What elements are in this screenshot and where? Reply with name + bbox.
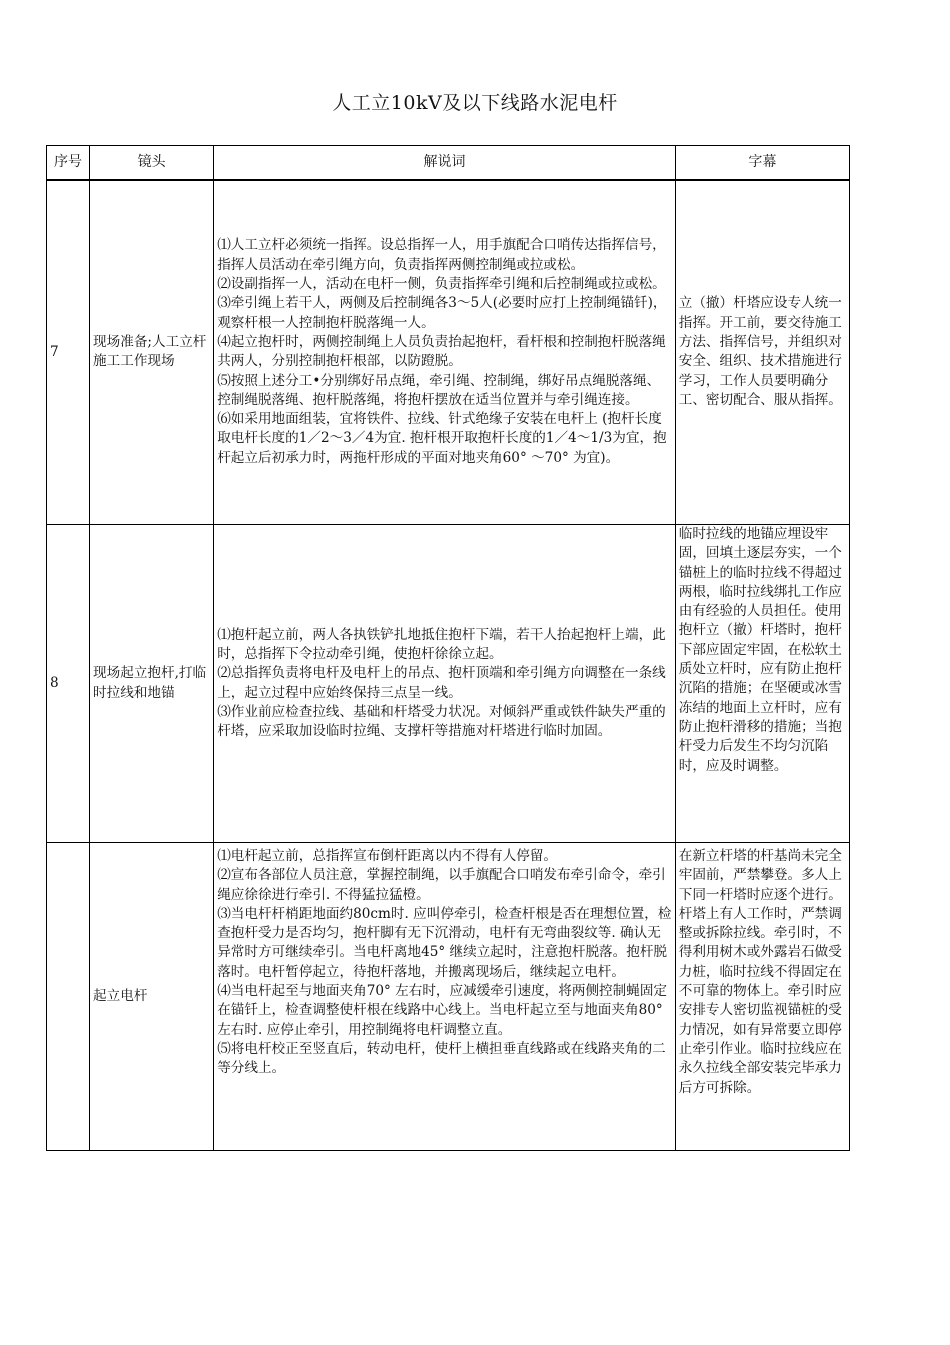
- narration-paragraph: ⑶牵引绳上若干人，两侧及后控制绳各3～5人(必要时应打上控制绳锚钎)，观察杆根一人控制抱杆脱落绳一人。: [217, 295, 667, 331]
- header-shot: 镜头: [90, 146, 214, 180]
- narration-paragraph: ⑶作业前应检查拉线、基础和杆塔受力状况。对倾斜严重或铁件缺失严重的杆塔，应采取加设临时拉绳、支撑杆等措施对杆塔进行临时加固。: [217, 703, 666, 740]
- procedure-table: [46, 145, 850, 1151]
- row-number: 8: [47, 525, 90, 843]
- table-row: [47, 843, 850, 1151]
- narration-paragraph: ⑸将电杆校正至竖直后，转动电杆，使杆上横担垂直线路或在线路夹角的二等分线上。: [217, 1040, 666, 1077]
- header-no: 序号: [47, 146, 90, 180]
- row-shot: 起立电杆: [90, 843, 214, 1151]
- narration-paragraph: ⑸按照上述分工•分别绑好吊点绳，牵引绳、控制绳，绑好吊点绳脱落绳、控制绳脱落绳、抱杆脱落绳，将抱杆摆放在适当位置并与牵引绳连接。: [217, 372, 661, 408]
- narration-paragraph: ⑵宣布各部位人员注意，掌握控制绳，以手旗配合口哨发布牵引命令，牵引绳应徐徐进行牵引. 不得猛拉猛橙。: [217, 867, 666, 903]
- header-narration: 解说词: [214, 146, 676, 180]
- narration-paragraph: ⑵总指挥负责将电杆及电杆上的吊点、抱杆顶端和牵引绳方向调整在一条线上，起立过程中应始终保持三点呈一线。: [217, 665, 666, 701]
- narration-paragraph: ⑴抱杆起立前，两人各执铁铲扎地抵住抱杆下端，若干人抬起抱杆上端，此时，总指挥下令拉动牵引绳，使抱杆徐徐立起。: [217, 626, 666, 662]
- row-shot: 现场准备;人工立杆施工工作现场: [90, 180, 214, 525]
- row-number: 7: [47, 180, 90, 525]
- row-shot: 现场起立抱杆,打临时拉线和地锚: [90, 525, 214, 843]
- table-row: [47, 525, 850, 843]
- table-row: [47, 180, 850, 525]
- narration-paragraph: ⑹如采用地面组装，宜将铁件、拉线、针式绝缘子安装在电杆上 (抱杆长度取电杆长度的1／2～3／4为宜. 抱杆根开取抱杆长度的1／4～1/3为宜，抱杆起立后初承力时，两拖杆形成的平面对地夹角60° ～70° 为宜)。: [217, 411, 667, 466]
- row-narration: [214, 180, 676, 525]
- narration-paragraph: ⑴人工立杆必须统一指挥。设总指挥一人，用手旗配合口哨传达指挥信号，指挥人员活动在牵引绳方向，负责指挥两侧控制绳或拉或松。: [217, 237, 666, 273]
- row-narration: [214, 843, 676, 1151]
- row-caption: 临时拉线的地锚应埋设牢固，回填土逐层夯实，一个锚桩上的临时拉线不得超过两根，临时拉线绑扎工作应由有经验的人员担任。使用抱杆立（撤）杆塔时，抱杆下部应固定牢固，在松软土质处立杆时，应有防止抱杆沉陷的措施；在坚硬或冰雪冻结的地面上立杆时，应有防止抱杆滑移的措施；当抱杆受力后发生不均匀沉陷时，应及时调整。: [675, 525, 849, 843]
- row-number: [47, 843, 90, 1151]
- row-narration: [214, 525, 676, 843]
- narration-paragraph: ⑷当电杆起至与地面夹角70° 左右时，应减缓牵引速度，将两侧控制蝇固定在锚钎上，检查调整使杆根在线路中心线上。当电杆起立至与地面夹角80° 左右时. 应停止牵引，用控制绳将电杆调整立直。: [217, 983, 668, 1038]
- narration-paragraph: ⑴电杆起立前，总指挥宣布倒杆距离以内不得有人停留。: [217, 848, 558, 864]
- row-caption: 在新立杆塔的杆基尚未完全牢固前，严禁攀登。多人上下同一杆塔时应逐个进行。杆塔上有人工作时，严禁调整或拆除拉线。牵引时，不得利用树木或外露岩石做受力桩，临时拉线不得固定在不可靠的物体上。牵引时应安排专人密切监视锚桩的受力情况，如有异常要立即停止牵引作业。临时拉线应在永久拉线全部安装完毕承力后方可拆除。: [675, 843, 849, 1151]
- page-title: 人工立10kV及以下线路水泥电杆: [332, 92, 618, 114]
- table-header-row: [47, 146, 850, 180]
- narration-paragraph: ⑵设副指挥一人，活动在电杆一侧，负责指挥牵引绳和后控制绳或拉或松。: [217, 276, 666, 293]
- narration-paragraph: ⑷起立抱杆时，两侧控制绳上人员负责抬起抱杆，看杆根和控制抱杆脱落绳共两人，分别控制抱杆根部，以防蹬脱。: [217, 333, 666, 370]
- narration-paragraph: ⑶当电杆杆梢距地面约80cm时. 应叫停牵引，检查杆根是否在理想位置，检查抱杆受力是否均匀，抱杆脚有无下沉滑动，电杆有无弯曲裂纹等. 确认无异常时方可继续牵引。当电杆离地45° 继续立起时，注意抱杆脱落。抱杆脱落时。电杆暂停起立，待抱杆落地，并搬离现场后，继续起立电杆。: [217, 905, 672, 980]
- row-caption: 立（撤）杆塔应设专人统一指挥。开工前，要交待施工方法、指挥信号，并组织对安全、组织、技术措施进行学习，工作人员要明确分工、密切配合、服从指挥。: [675, 180, 849, 525]
- header-caption: 字幕: [675, 146, 849, 180]
